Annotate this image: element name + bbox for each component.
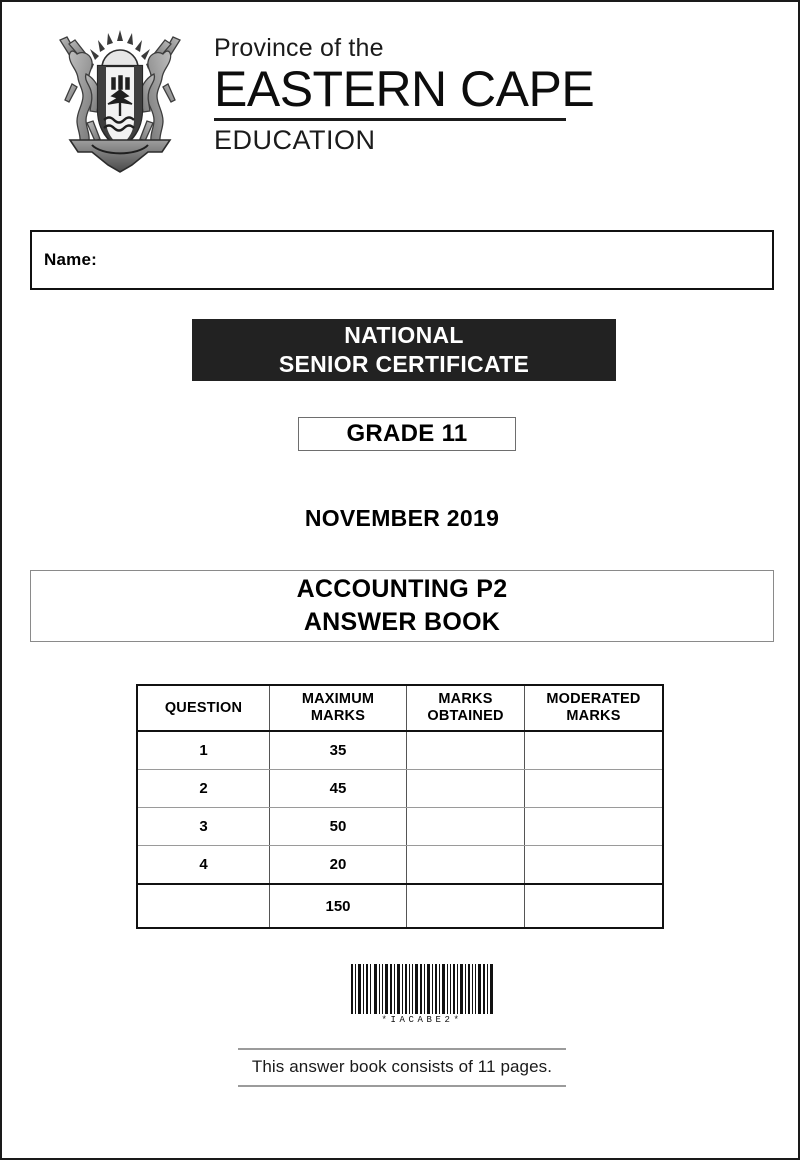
barcode-icon (349, 964, 495, 1014)
cell-total-moderated-marks[interactable] (525, 884, 664, 928)
column-header-maximum-marks (270, 685, 407, 731)
cell-marks-obtained[interactable] (407, 846, 525, 885)
column-header-marks-obtained-line1: MARKS (438, 691, 493, 707)
wordmark-line-eastern-cape: EASTERN CAPE (214, 61, 595, 117)
cell-total-maximum-marks: 150 (270, 884, 407, 928)
cell-moderated-marks[interactable] (525, 846, 664, 885)
table-row (137, 731, 663, 770)
wordmark-line-province: Province of the (214, 34, 384, 62)
cell-question: 2 (137, 770, 270, 808)
cell-maximum-marks: 20 (270, 846, 407, 885)
column-header-question-line1: QUESTION (164, 699, 243, 716)
table-header-row (137, 685, 663, 731)
certificate-banner (192, 319, 616, 381)
column-header-marks-obtained (407, 685, 525, 731)
cell-maximum-marks: 50 (270, 808, 407, 846)
column-header-maximum-marks-line1: MAXIMUM (301, 691, 375, 707)
cell-total-marks-obtained[interactable] (407, 884, 525, 928)
subject-title: ACCOUNTING P2 (296, 575, 508, 603)
cell-marks-obtained[interactable] (407, 808, 525, 846)
cell-maximum-marks: 45 (270, 770, 407, 808)
column-header-moderated-marks (525, 685, 664, 731)
banner-line-senior-certificate: SENIOR CERTIFICATE (278, 351, 530, 377)
column-header-moderated-marks-line2: MARKS (566, 708, 621, 724)
wordmark-divider (214, 118, 566, 121)
page-count-text: This answer book consists of 11 pages. (251, 1057, 553, 1076)
cell-total-question (137, 884, 270, 928)
cell-question: 4 (137, 846, 270, 885)
cell-marks-obtained[interactable] (407, 731, 525, 770)
name-field-label: Name: (44, 250, 97, 269)
cell-moderated-marks[interactable] (525, 808, 664, 846)
grade-label: GRADE 11 (346, 420, 468, 447)
exam-date: NOVEMBER 2019 (304, 505, 500, 531)
document-header (36, 24, 594, 174)
column-header-marks-obtained-line2: OBTAINED (427, 708, 504, 724)
table-total-row (137, 884, 663, 928)
name-field[interactable] (30, 230, 774, 290)
column-header-maximum-marks-line2: MARKS (310, 708, 366, 724)
eastern-cape-coat-of-arms-icon (36, 24, 204, 174)
cell-marks-obtained[interactable] (407, 770, 525, 808)
cell-maximum-marks: 35 (270, 731, 407, 770)
banner-line-national: NATIONAL (344, 322, 464, 348)
column-header-moderated-marks-line1: MODERATED (546, 691, 641, 707)
provincial-wordmark (214, 24, 594, 155)
cell-moderated-marks[interactable] (525, 731, 664, 770)
column-header-question (137, 685, 270, 731)
table-row (137, 770, 663, 808)
page-count-footer (238, 1048, 566, 1087)
wordmark-line-education: EDUCATION (214, 125, 376, 155)
marks-summary-table (136, 684, 664, 929)
cell-question: 1 (137, 731, 270, 770)
table-row (137, 808, 663, 846)
barcode-label: *IACABE2* (381, 1015, 463, 1025)
cell-moderated-marks[interactable] (525, 770, 664, 808)
grade-box (298, 417, 516, 451)
table-row (137, 846, 663, 885)
subject-box (30, 570, 774, 642)
barcode-block (349, 964, 495, 1025)
cell-question: 3 (137, 808, 270, 846)
subject-subtitle: ANSWER BOOK (303, 608, 501, 636)
